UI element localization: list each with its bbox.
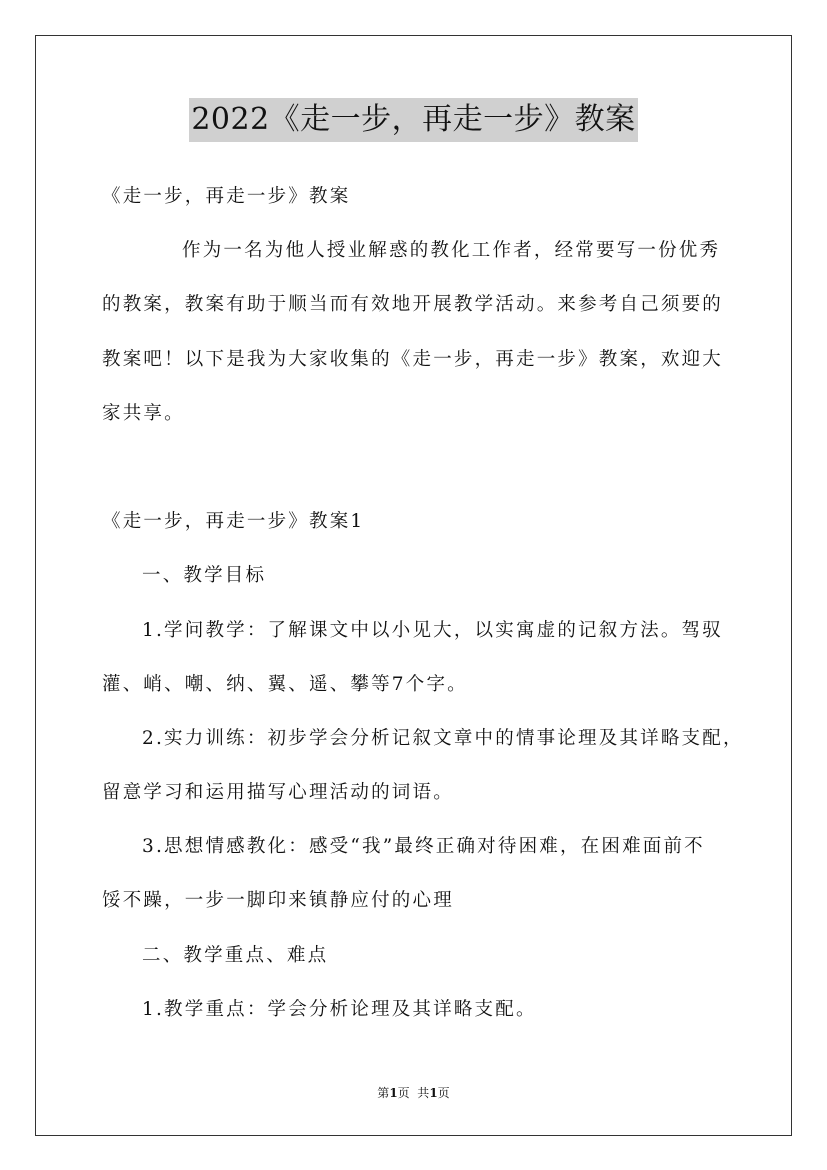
doc-line-8: 灌、峭、嘲、纳、翼、遥、攀等7个字。 [102,674,468,695]
doc-line-1: 作为一名为他人授业解惑的教化工作者，经常要写一份优秀 [182,240,721,261]
footer-mid: 页 共 [397,1086,430,1100]
doc-line-3: 教案吧！以下是我为大家收集的《走一步，再走一步》教案，欢迎大 [102,349,724,370]
doc-line-9: 2.实力训练：初步学会分析记叙文章中的情事论理及其详略支配， [142,728,744,749]
doc-line-13: 二、教学重点、难点 [142,945,329,966]
footer-page-current: 1 [389,1086,398,1100]
footer-prefix: 第 [377,1086,390,1100]
doc-line-2: 的教案，教案有助于顺当而有效地开展教学活动。来参考自己须要的 [102,294,724,315]
doc-line-6: 一、教学目标 [142,565,267,586]
doc-line-10: 留意学习和运用描写心理活动的词语。 [102,782,454,803]
doc-line-12: 馁不躁，一步一脚印来镇静应付的心理 [102,890,454,911]
doc-line-11: 3.思想情感教化：感受“我”最终正确对待困难，在困难面前不 [142,836,705,857]
title-wrap [0,98,827,142]
footer-suffix: 页 [437,1086,450,1100]
doc-line-0: 《走一步，再走一步》教案 [102,186,351,207]
document-title: 2022《走一步，再走一步》教案 [189,98,637,142]
page-footer [0,1084,827,1101]
doc-line-7: 1.学问教学：了解课文中以小见大，以实寓虚的记叙方法。驾驭 [142,620,723,641]
footer-page-total: 1 [429,1086,438,1100]
doc-line-5: 《走一步，再走一步》教案1 [102,511,365,532]
doc-line-14: 1.教学重点：学会分析论理及其详略支配。 [142,999,537,1020]
doc-line-4: 家共享。 [102,403,185,424]
